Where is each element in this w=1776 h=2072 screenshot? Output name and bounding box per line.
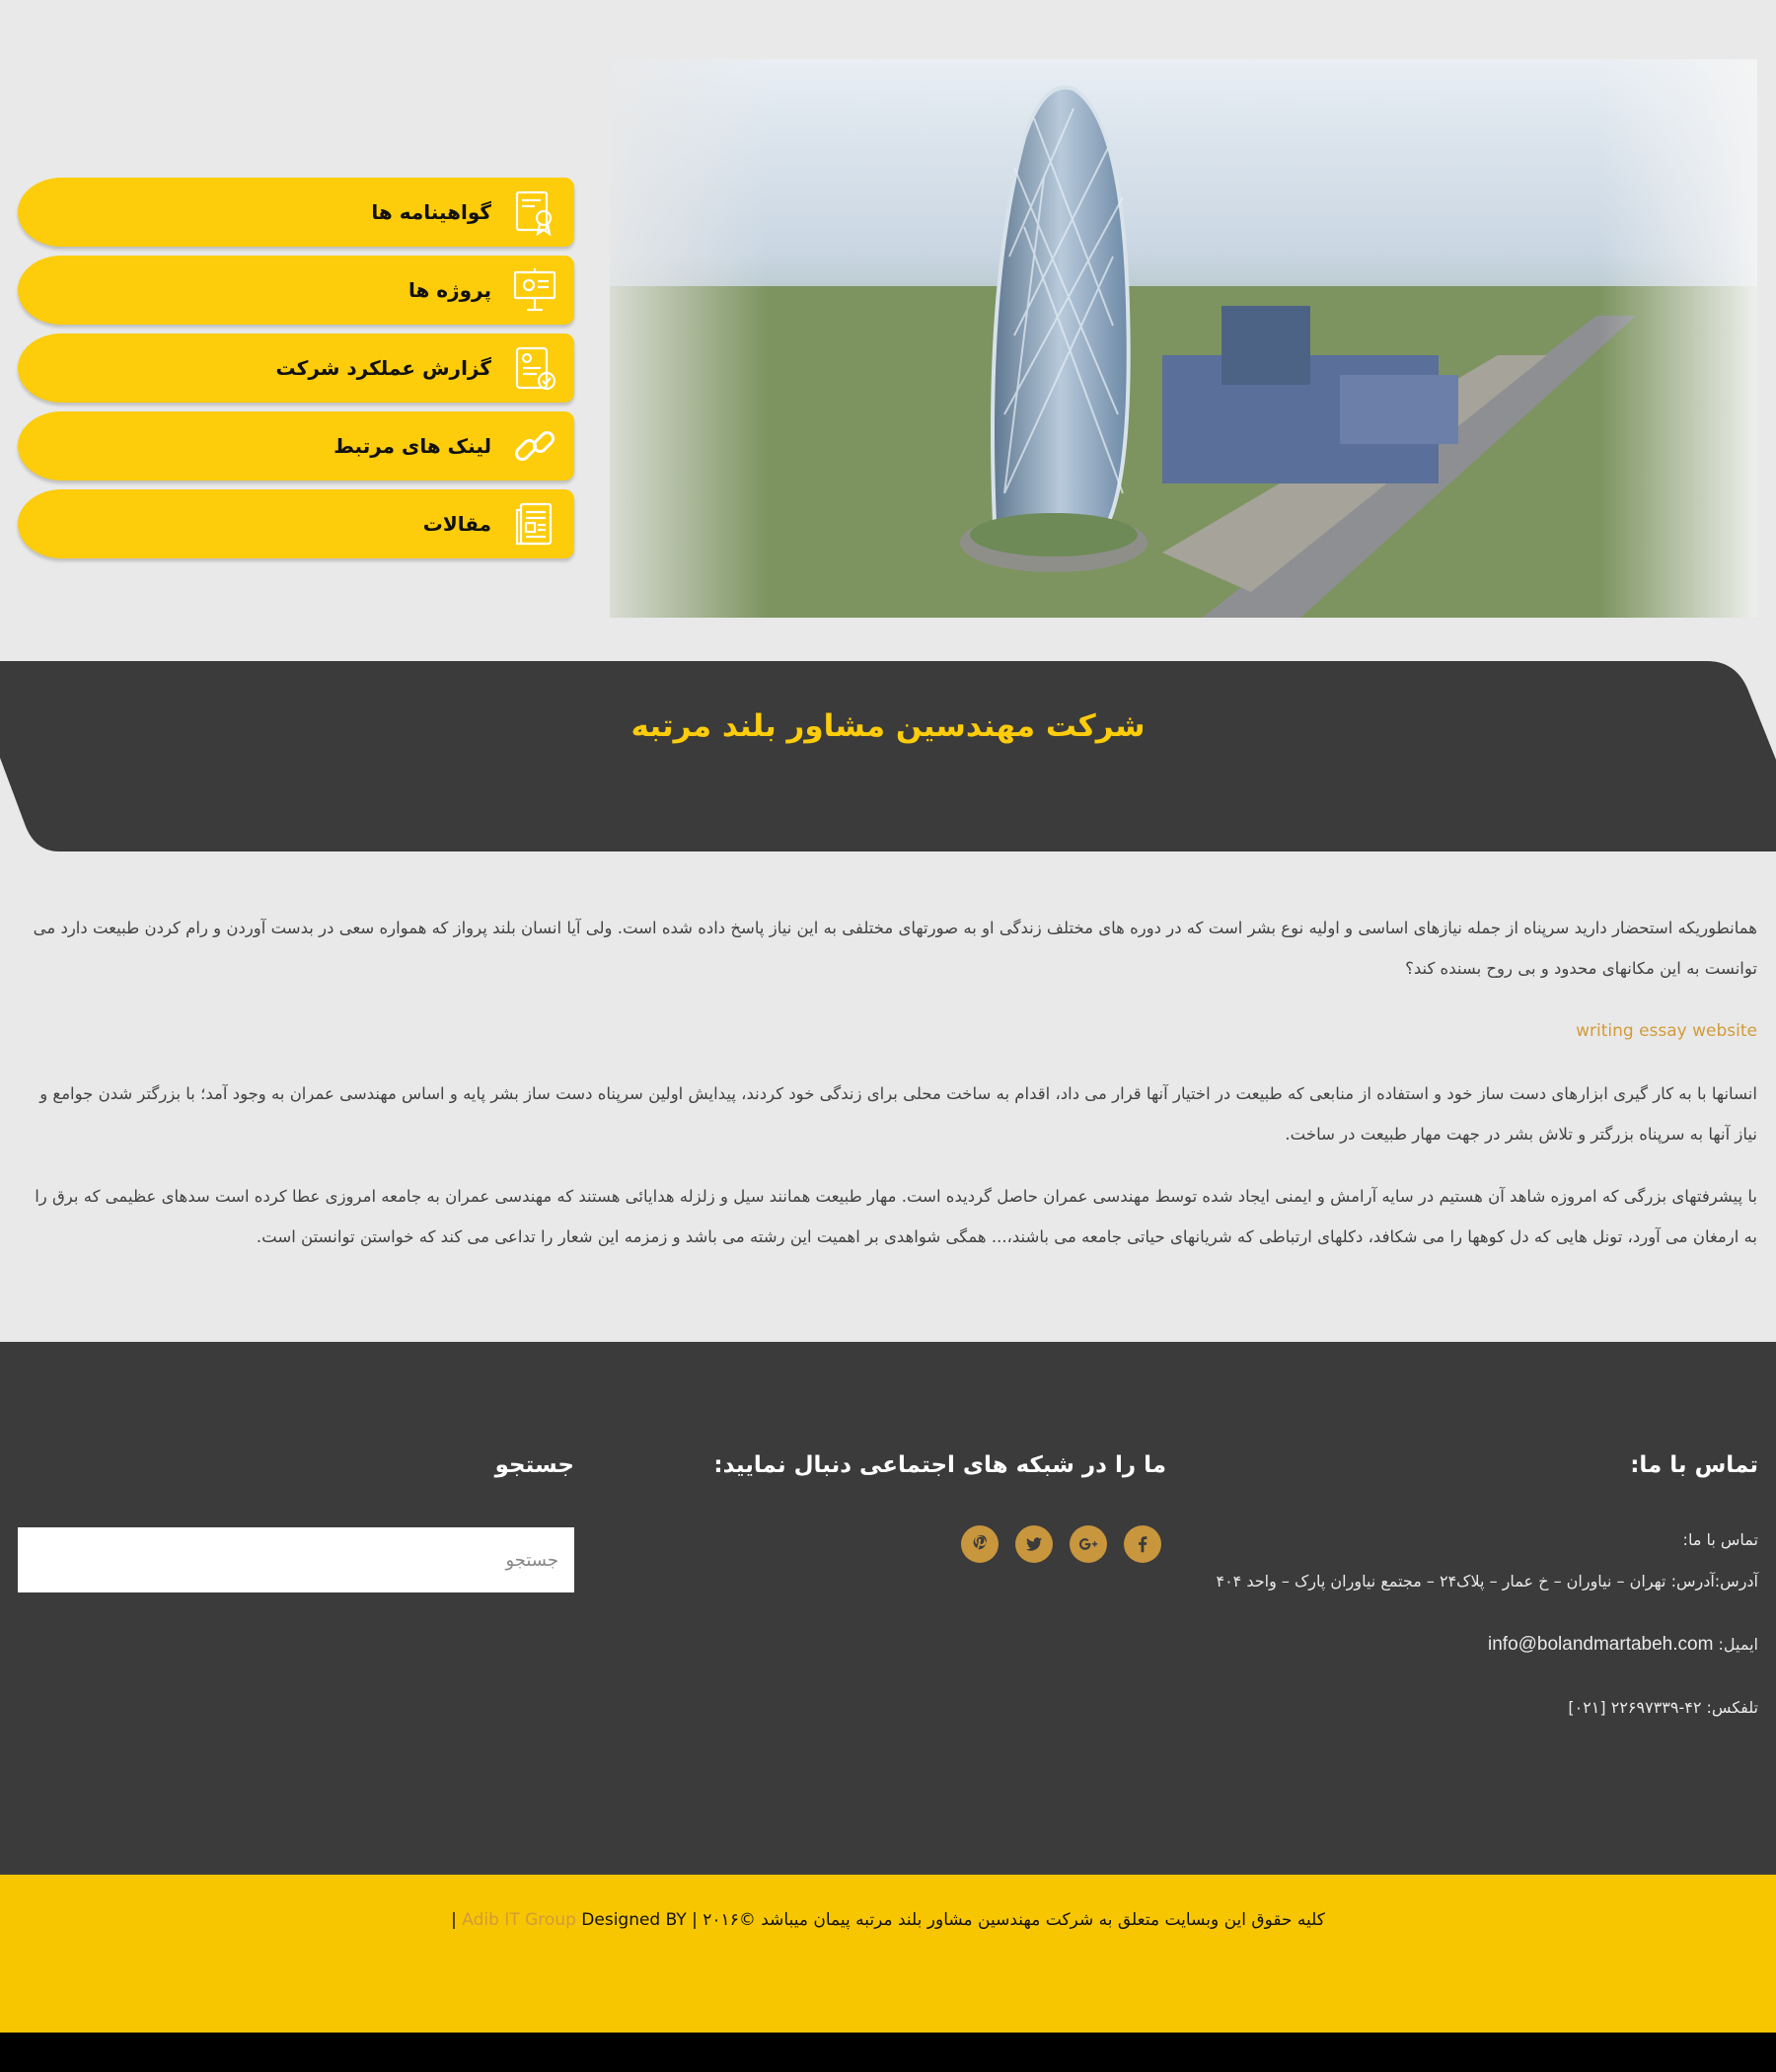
- presentation-board-icon: [511, 266, 558, 314]
- certificate-icon: [511, 188, 558, 236]
- copyright-bar: [0, 1875, 1776, 2033]
- google-plus-icon[interactable]: [1070, 1525, 1107, 1563]
- menu-item-articles[interactable]: [18, 489, 574, 558]
- menu-item-related-links[interactable]: [18, 411, 574, 481]
- menu-item-label: لینک های مرتبط: [333, 434, 491, 458]
- essay-link[interactable]: writing essay website: [1576, 1021, 1757, 1041]
- page-title: شرکت مهندسین مشاور بلند مرتبه: [630, 708, 1146, 744]
- search-title: جستجو: [494, 1452, 574, 1478]
- contact-info: [1166, 1519, 1758, 1729]
- menu-item-label: گزارش عملکرد شرکت: [275, 356, 491, 380]
- menu-item-label: پروژه ها: [407, 278, 491, 302]
- menu-item-projects[interactable]: [18, 256, 574, 325]
- article-body: [18, 908, 1757, 1279]
- articles-document-icon: [511, 500, 558, 548]
- title-banner: [0, 661, 1776, 851]
- side-menu: [18, 178, 574, 567]
- contact-address: آدرس:آدرس: تهران – نیاوران – خ عمار – پلاک۲۴ – مجتمع نیاوران پارک – واحد ۴۰۴: [1216, 1572, 1758, 1591]
- copyright-notice: کلیه حقوق این وبسایت متعلق به شرکت مهندسین مشاور بلند مرتبه پیمان میباشد ©۲۰۱۶ |: [692, 1910, 1325, 1930]
- report-checklist-icon: [511, 344, 558, 392]
- social-title: ما را در شبکه های اجتماعی دنبال نمایید:: [713, 1452, 1166, 1478]
- banner-shape: [0, 661, 1776, 851]
- article-paragraph: انسانها با به کار گیری ابزارهای دست ساز خود و استفاده از منابعی که طبیعت در اختیار آنها قرار می داد، اقدام به ساخت محلی برای زندگی خود کردند، پیدایش اولین سرپناه دست ساز بشر پایه و اساس مهندسی عمران به وجود آمد؛ با بزرگتر شدن جوامع و نیاز آنها به سرپناه بزرگتر و تلاش بشر در جهت مهار طبیعت در ساخت.: [39, 1084, 1757, 1144]
- menu-item-certificates[interactable]: [18, 178, 574, 247]
- menu-item-label: گواهینامه ها: [371, 200, 491, 224]
- designer-link[interactable]: Adib IT Group: [462, 1910, 576, 1930]
- contact-fax: تلفکس: ۴۲-۲۲۶۹۷۳۳۹ [۰۲۱]: [1568, 1698, 1758, 1717]
- skyscraper-illustration: [610, 59, 1757, 618]
- contact-subtitle: تماس با ما:: [1682, 1530, 1758, 1549]
- contact-email-row: [1166, 1624, 1758, 1665]
- email-label: ایمیل:: [1718, 1635, 1758, 1654]
- twitter-icon[interactable]: [1015, 1525, 1053, 1563]
- search-input[interactable]: [18, 1527, 574, 1592]
- designed-by-label: Designed BY: [581, 1910, 687, 1930]
- article-paragraph: همانطوریکه استحضار دارید سرپناه از جمله نیازهای اساسی و اولیه نوع بشر است که در دوره های مختلف زندگی او به صورتهای مختلفی به این نیاز پاسخ داده شده است. ولی آیا انسان بلند پرواز که همواره سعی در بدست آوردن و رام کردن طبیعت دارد می توانست به این مکانهای محدود و بی روح بسنده کند؟: [33, 919, 1757, 978]
- chain-link-icon: [511, 422, 558, 470]
- social-icons: [961, 1525, 1161, 1563]
- menu-item-label: مقالات: [422, 512, 491, 536]
- email-link[interactable]: info@bolandmartabeh.com: [1488, 1634, 1714, 1655]
- copyright-text: [0, 1910, 1776, 1930]
- article-paragraph: با پیشرفتهای بزرگی که امروزه شاهد آن هستیم در سایه آرامش و ایمنی ایجاد شده توسط مهندسی عمران حاصل گردیده است. مهار طبیعت همانند سیل و زلزله هدایائی هستند که مهندسی عمران به جامعه امروزی عطا کرده است سدهای عظیمی که برق را به ارمغان می آورد، تونل هایی که دل کوهها را می شکافد، دکلهای ارتباطی که شریانهای حیاتی جامعه می باشند،... همگی شواهدی بر اهمیت این رشته می باشد و زمزمه این شعار را تداعی می کند که خواستن توانستن است.: [35, 1187, 1757, 1246]
- facebook-icon[interactable]: [1124, 1525, 1161, 1563]
- footer: [0, 1342, 1776, 1875]
- bottom-strip: [0, 2033, 1776, 2072]
- contact-title: تماس با ما:: [1630, 1452, 1758, 1478]
- menu-item-performance-report[interactable]: [18, 333, 574, 403]
- copyright-suffix: |: [451, 1910, 457, 1930]
- pinterest-icon[interactable]: [961, 1525, 999, 1563]
- hero-image: [610, 59, 1757, 618]
